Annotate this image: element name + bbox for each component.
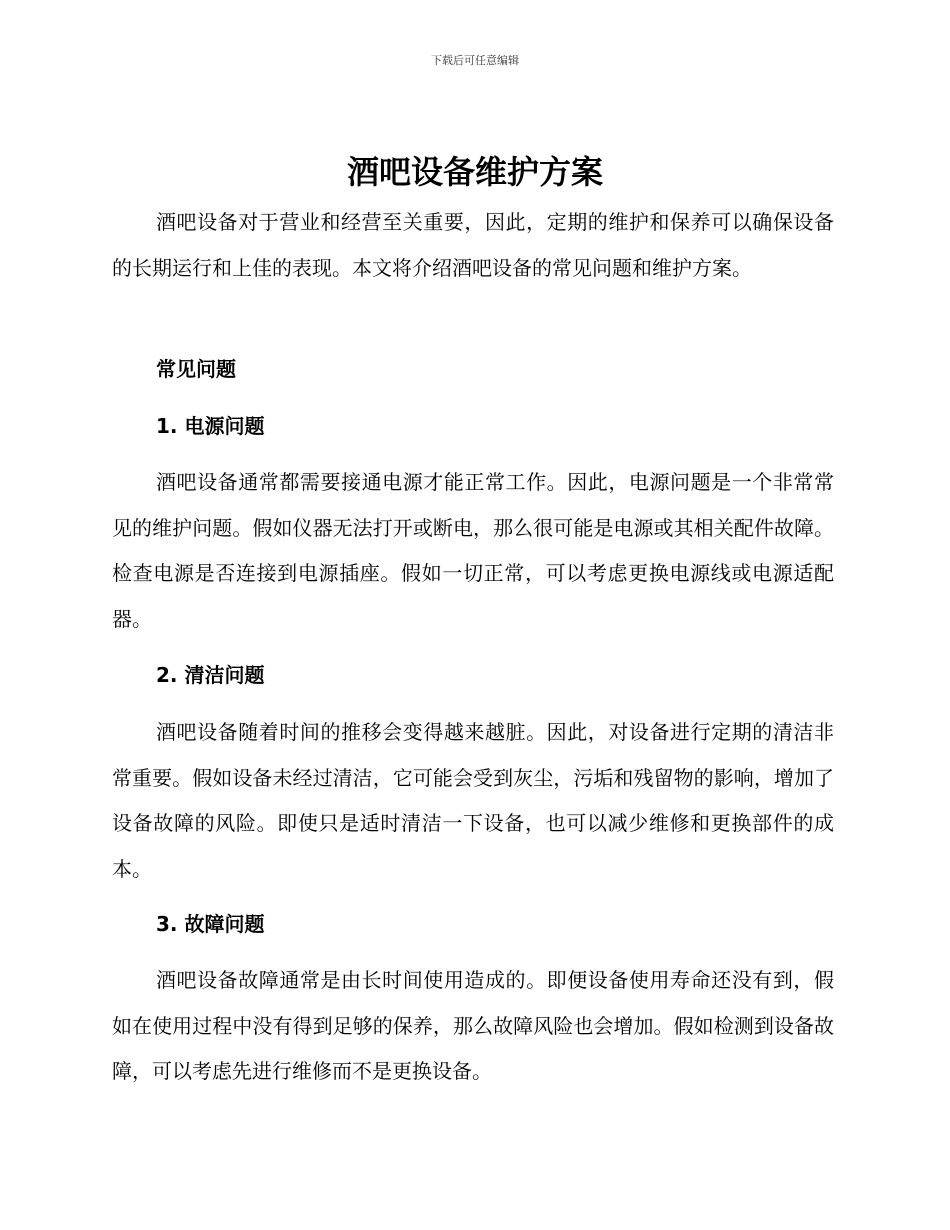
item-paragraph-power: 酒吧设备通常都需要接通电源才能正常工作。因此，电源问题是一个非常常见的维护问题。假如仪器无法打开或断电，那么很可能是电源或其相关配件故障。检查电源是否连接到电源插座。假如一切正常，可以考虑更换电源线或电源适配器。 [112,470,834,631]
item-heading-power: 1. 电源问题 [156,414,265,438]
item-paragraph-cleaning: 酒吧设备随着时间的推移会变得越来越脏。因此，对设备进行定期的清洁非常重要。假如设备未经过清洁，它可能会受到灰尘，污垢和残留物的影响，增加了设备故障的风险。即使只是适时清洁一下设备，也可以减少维修和更换部件的成本。 [112,720,834,881]
document-title: 酒吧设备维护方案 [346,153,603,191]
item-paragraph-fault: 酒吧设备故障通常是由长时间使用造成的。即便设备使用寿命还没有到，假如在使用过程中没有得到足够的保养，那么故障风险也会增加。假如检测到设备故障，可以考虑先进行维修而不是更换设备。 [112,968,834,1083]
intro-paragraph: 酒吧设备对于营业和经营至关重要，因此，定期的维护和保养可以确保设备的长期运行和上佳的表现。本文将介绍酒吧设备的常见问题和维护方案。 [112,210,834,280]
item-heading-fault: 3. 故障问题 [156,912,265,936]
item-heading-cleaning: 2. 清洁问题 [156,663,265,687]
section-heading-common-problems: 常见问题 [156,357,236,381]
header-note: 下载后可任意编辑 [431,54,519,67]
